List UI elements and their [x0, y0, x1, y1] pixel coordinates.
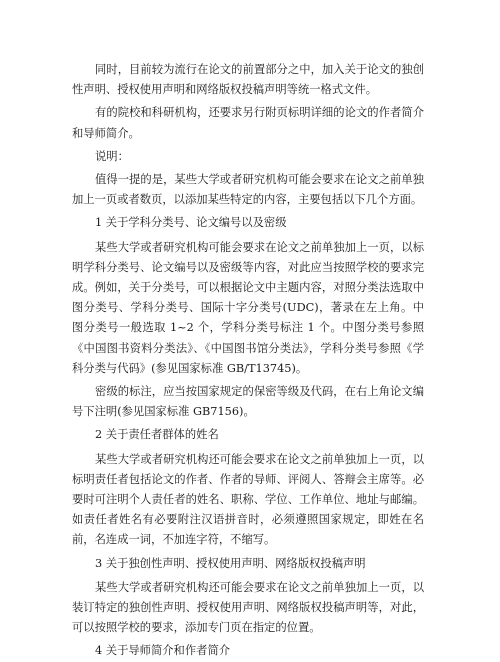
paragraph-statement-files: 同时，目前较为流行在论文的前置部分之中，加入关于论文的独创性声明、授权使用声明和网络版权投稿声明等统一格式文件。	[72, 63, 424, 97]
paragraph-declarations: 某些大学或者研究机构还可能会要求在论文之前单独加上一页，以装订特定的独创性声明、授权使用声明、网络版权投稿声明等，对此，可以按照学校的要求，添加专门页在指定的位置。	[72, 580, 424, 635]
paragraph-responsible-persons: 某些大学或者研究机构还可能会要求在论文之前单独加上一页，以标明责任者包括论文的作者、作者的导师、评阅人、答辩会主席等。必要时可注明个人责任者的姓名、职称、学位、工作单位、地址与邮编。如责任者姓名有必要附注汉语拼音时，必须遵照国家规定，即姓在名前，名连成一词，不加连字符，不缩写。	[72, 452, 424, 547]
paragraph-note-label: 说明：	[95, 149, 129, 163]
section-heading-4: 4 关于导师简介和作者简介	[95, 644, 231, 658]
section-heading-3: 3 关于独创性声明、授权使用声明、网络版权投稿声明	[95, 556, 366, 570]
section-heading-1: 1 关于学科分类号、论文编号以及密级	[95, 216, 287, 230]
document-page	[72, 60, 424, 662]
paragraph-intro: 值得一提的是，某些大学或者研究机构可能会要求在论文之前单独加上一页或者数页，以添加某些特定的内容，主要包括以下几个方面。	[72, 173, 424, 207]
paragraph-extra-pages: 有的院校和科研机构，还要求另行附页标明详细的论文的作者简介和导师简介。	[72, 106, 424, 140]
paragraph-classification: 某些大学或者研究机构可能会要求在论文之前单独加上一页，以标明学科分类号、论文编号以及密级等内容，对此应当按照学校的要求完成。例如，关于分类号，可以根据论文中主题内容，对照分类法选取中图分类号、学科分类号、国际十字分类号(UDC)，著录在左上角。中图分类号一般选取 1~2 个，学科分类号标注 1 个。中图分类号参照《中国图书资料分类法》、《中国图书馆分类法》，学科分类号参照《学科分类与代码》(参见国家标准 GB/T13745)。	[72, 240, 424, 375]
section-heading-2: 2 关于责任者群体的姓名	[95, 428, 219, 442]
paragraph-security-level: 密级的标注，应当按国家规定的保密等级及代码，在右上角论文编号下注明(参见国家标准 GB7156)。	[72, 385, 424, 419]
